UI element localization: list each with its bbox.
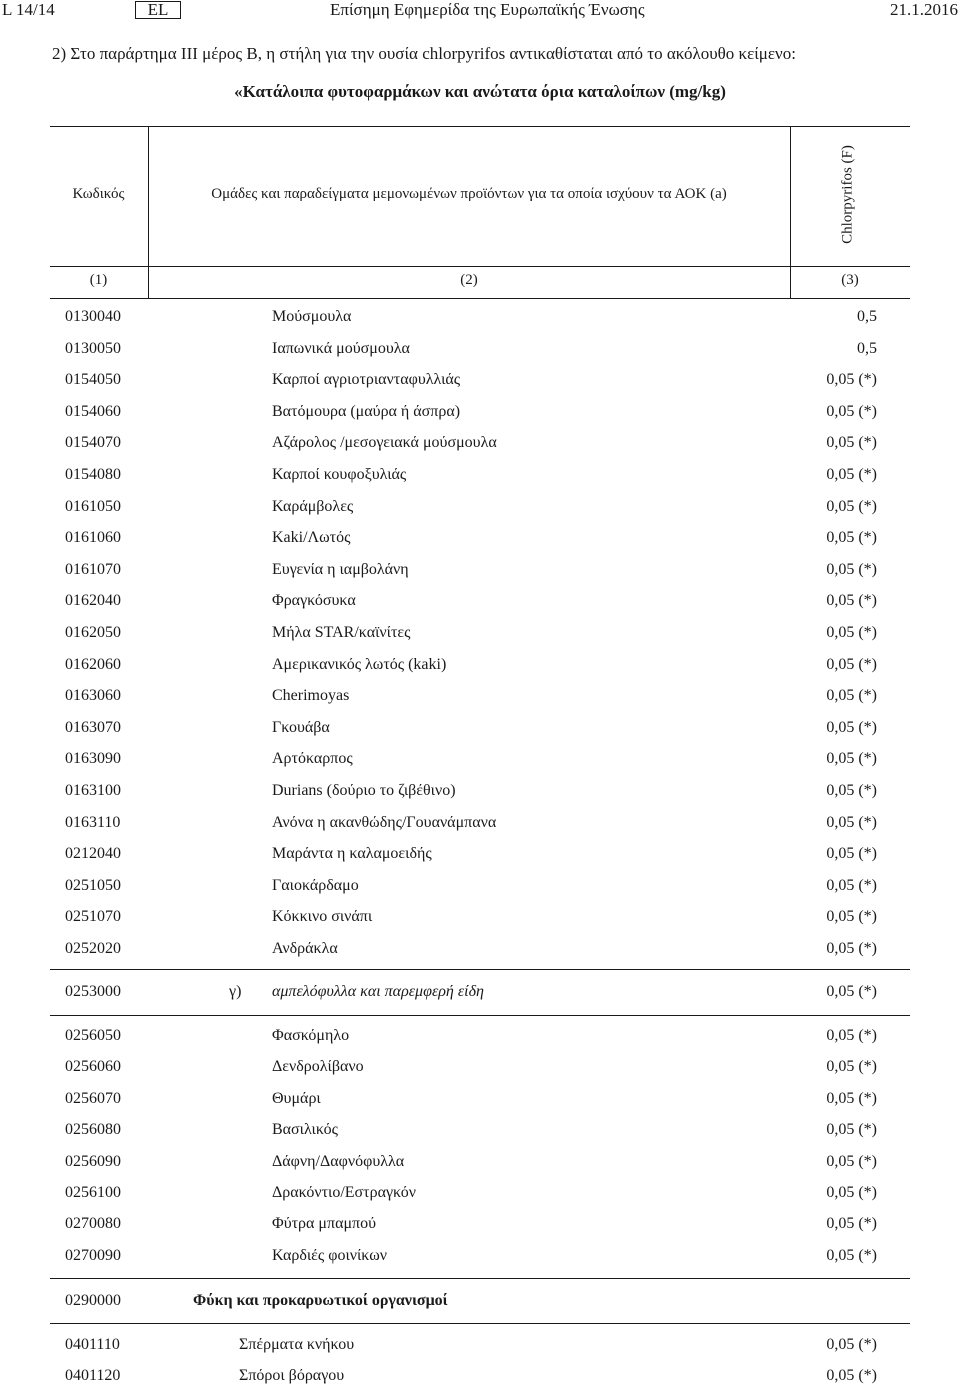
row-value: 0,05 (*) — [826, 1058, 877, 1076]
table-title: «Κατάλοιπα φυτοφαρμάκων και ανώτατα όρια καταλοίπων (mg/kg) — [234, 82, 726, 101]
row-name: Αζάρολος /μεσογειακά μούσμουλα — [272, 434, 497, 452]
row-value: 0,05 (*) — [826, 371, 877, 389]
row-value: 0,05 (*) — [826, 1367, 877, 1385]
row-code: 0253000 — [65, 983, 121, 1000]
table-row — [0, 622, 960, 646]
table-row — [0, 464, 960, 488]
section-rule-2 — [50, 1015, 910, 1016]
row-value: 0,05 (*) — [826, 655, 877, 673]
table-row — [0, 1088, 960, 1112]
row-code: 0256080 — [65, 1121, 121, 1139]
row-name: Μούσμουλα — [272, 308, 352, 325]
table-row — [0, 496, 960, 520]
row-value: 0,05 (*) — [826, 497, 877, 515]
row-code: 0212040 — [65, 845, 121, 863]
column-divider-2 — [790, 126, 791, 266]
row-value: 0,05 (*) — [826, 983, 877, 1000]
row-code: 0401110 — [65, 1336, 120, 1353]
row-code: 0161050 — [65, 497, 121, 515]
row-name: Αρτόκαρπος — [272, 750, 353, 768]
table-row — [0, 401, 960, 425]
row-code: 0251050 — [65, 876, 121, 894]
row-marker: γ) — [229, 983, 242, 1000]
table-top-rule — [50, 126, 910, 127]
row-name: Ανόνα η ακανθώδης/Γουανάμπανα — [272, 813, 497, 831]
row-name: Βασιλικός — [272, 1121, 338, 1139]
row-name: Kaki/Λωτός — [272, 529, 351, 547]
row-name: Cherimoyas — [272, 687, 350, 705]
section-rule-3 — [50, 1278, 910, 1279]
row-name: Φραγκόσυκα — [272, 592, 356, 610]
table-row — [0, 1151, 960, 1175]
page-number: L 14/14 — [2, 0, 55, 19]
row-name: Φύτρα μπαμπού — [272, 1215, 377, 1233]
row-value: 0,05 (*) — [826, 845, 877, 863]
row-code: 0130040 — [65, 308, 121, 325]
table-row — [0, 654, 960, 678]
header-rule — [50, 266, 910, 267]
row-name: Δρακόντιο/Εστραγκόν — [272, 1184, 416, 1201]
row-value: 0,05 (*) — [826, 750, 877, 768]
publication-date: 21.1.2016 — [890, 0, 958, 19]
table-row — [0, 1213, 960, 1237]
substance-column-header: Chlorpyrifos (F) — [839, 145, 856, 244]
row-code: 0154080 — [65, 466, 121, 483]
row-value: 0,05 (*) — [826, 1121, 877, 1139]
table-row — [0, 1025, 960, 1049]
journal-title: Επίσημη Εφημερίδα της Ευρωπαϊκής Ένωσης — [330, 0, 645, 19]
column-number-2: (2) — [460, 272, 478, 288]
row-code: 0163110 — [65, 813, 121, 831]
row-code: 0256090 — [65, 1152, 121, 1170]
table-row — [0, 780, 960, 804]
row-value: 0,05 (*) — [826, 940, 877, 957]
table-row — [0, 1334, 960, 1358]
row-code: 0130050 — [65, 339, 121, 357]
table-row — [0, 717, 960, 741]
table-row — [0, 590, 960, 614]
table-row — [0, 559, 960, 583]
table-row — [0, 1182, 960, 1206]
row-code: 0154050 — [65, 371, 121, 389]
row-code: 0161060 — [65, 529, 121, 547]
row-value: 0,05 (*) — [826, 782, 877, 799]
row-code: 0256050 — [65, 1027, 121, 1044]
row-code: 0163090 — [65, 750, 121, 768]
table-row — [0, 1119, 960, 1143]
row-code: 0163070 — [65, 718, 121, 736]
row-name: Φασκόμηλο — [272, 1027, 350, 1044]
row-code: 0401120 — [65, 1367, 121, 1385]
row-name: Βατόμουρα (μαύρα ή άσπρα) — [272, 402, 461, 420]
row-value: 0,05 (*) — [826, 718, 877, 736]
row-code: 0270090 — [65, 1246, 121, 1264]
row-value: 0,05 (*) — [826, 1215, 877, 1233]
row-value: 0,05 (*) — [826, 1152, 877, 1170]
table-row — [0, 843, 960, 867]
table-row — [0, 906, 960, 930]
page-header — [0, 0, 960, 22]
row-name: Φύκη και προκαρυωτικοί οργανισμοί — [193, 1292, 448, 1309]
row-value: 0,05 (*) — [826, 529, 877, 547]
table-row — [0, 875, 960, 899]
table-row — [0, 1245, 960, 1269]
table-row — [0, 1365, 960, 1389]
row-value: 0,05 (*) — [826, 624, 877, 641]
row-code: 0162040 — [65, 592, 121, 610]
row-code: 0162060 — [65, 655, 121, 673]
row-value: 0,05 (*) — [826, 402, 877, 420]
numbering-rule — [50, 298, 910, 299]
row-value: 0,05 (*) — [826, 434, 877, 452]
row-value: 0,05 (*) — [826, 908, 877, 926]
row-name: Σπόροι βόραγου — [239, 1367, 345, 1385]
row-name: Δάφνη/Δαφνόφυλλα — [272, 1152, 405, 1170]
row-code: 0256060 — [65, 1058, 121, 1076]
row-code: 0161070 — [65, 560, 121, 578]
row-value: 0,05 (*) — [826, 1027, 877, 1044]
code-column-header: Κωδικός — [72, 186, 125, 202]
row-name: Μήλα STAR/καϊνίτες — [272, 624, 411, 641]
row-code: 0163100 — [65, 782, 121, 799]
section-rule-4 — [50, 1323, 910, 1324]
row-code: 0252020 — [65, 940, 121, 957]
row-code: 0154070 — [65, 434, 121, 452]
group-column-header: Ομάδες και παραδείγματα μεμονωμένων προϊόντων για τα οποία ισχύουν τα ΑΟΚ (a) — [211, 186, 727, 202]
table-row — [0, 981, 960, 1005]
table-row — [0, 1056, 960, 1080]
intro-text: 2) Στο παράρτημα ΙΙΙ μέρος Β, η στήλη για την ουσία chlorpyrifos αντικαθίσταται από το ακόλουθο κείμενο: — [52, 44, 796, 63]
row-name: αμπελόφυλλα και παρεμφερή είδη — [272, 983, 484, 1000]
table-row — [0, 338, 960, 362]
table-row — [0, 432, 960, 456]
row-name: Σπέρματα κνήκου — [239, 1336, 355, 1353]
row-value: 0,05 (*) — [826, 1089, 877, 1107]
row-name: Ευγενία η ιαμβολάνη — [272, 560, 409, 578]
row-name: Δενδρολίβανο — [272, 1058, 364, 1076]
row-code: 0290000 — [65, 1292, 121, 1309]
row-name: Durians (δούριο το ζιβέθινο) — [272, 782, 456, 799]
section-rule-1 — [50, 969, 910, 970]
row-value: 0,05 (*) — [826, 1336, 877, 1353]
row-name: Κόκκινο σινάπι — [272, 908, 373, 926]
table-row — [0, 812, 960, 836]
column-number-1: (1) — [89, 272, 108, 288]
row-code: 0251070 — [65, 908, 121, 926]
table-row — [0, 748, 960, 772]
row-value: 0,05 (*) — [826, 1184, 877, 1201]
row-name: Καρδιές φοινίκων — [272, 1246, 387, 1264]
column-number-3: (3) — [841, 272, 859, 288]
row-value: 0,05 (*) — [826, 687, 877, 705]
row-name: Θυμάρι — [272, 1089, 321, 1107]
row-value: 0,05 (*) — [826, 813, 877, 831]
row-value: 0,05 (*) — [826, 466, 877, 483]
row-name: Καρποί κουφοξυλιάς — [272, 466, 407, 483]
table-row — [0, 306, 960, 330]
row-code: 0256100 — [65, 1184, 121, 1201]
table-row — [0, 527, 960, 551]
table-row — [0, 1290, 960, 1314]
row-value: 0,05 (*) — [826, 560, 877, 578]
table-row — [0, 938, 960, 962]
row-name: Καράμβολες — [272, 497, 354, 515]
table-row — [0, 369, 960, 393]
row-name: Μαράντα η καλαμοειδής — [272, 845, 432, 863]
row-name: Γκουάβα — [272, 718, 330, 736]
row-name: Καρποί αγριοτριανταφυλλιάς — [272, 371, 461, 389]
row-name: Ιαπωνικά μούσμουλα — [272, 339, 410, 357]
row-code: 0163060 — [65, 687, 121, 705]
table-row — [0, 685, 960, 709]
row-code: 0162050 — [65, 624, 121, 641]
row-value: 0,5 — [857, 339, 877, 357]
row-value: 0,05 (*) — [826, 1246, 877, 1264]
row-code: 0256070 — [65, 1089, 121, 1107]
language-badge: EL — [135, 1, 181, 19]
row-code: 0154060 — [65, 402, 121, 420]
row-name: Γαιοκάρδαμο — [272, 876, 359, 894]
row-name: Ανδράκλα — [272, 940, 338, 957]
row-code: 0270080 — [65, 1215, 121, 1233]
row-value: 0,05 (*) — [826, 592, 877, 610]
row-name: Αμερικανικός λωτός (kaki) — [272, 655, 447, 673]
row-value: 0,5 — [857, 308, 877, 325]
row-value: 0,05 (*) — [826, 876, 877, 894]
